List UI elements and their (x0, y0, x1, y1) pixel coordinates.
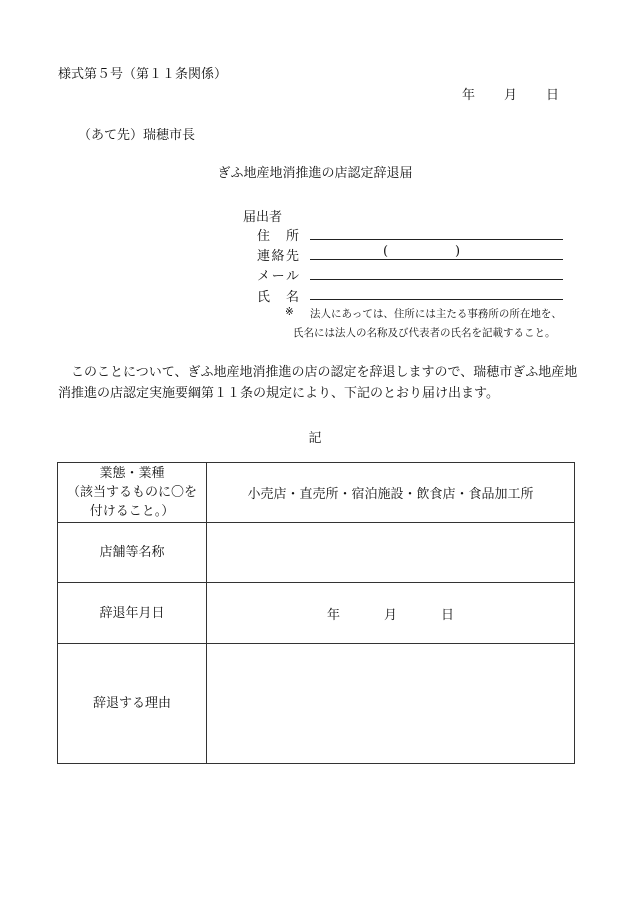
store-name-label: 店舗等名称 (58, 523, 207, 583)
note-line-2: 氏名には法人の名称及び代表者の氏名を記載すること。 (293, 327, 556, 339)
withdraw-date-label: 辞退年月日 (58, 583, 207, 644)
reason-label: 辞退する理由 (58, 644, 207, 764)
note-mark: ※ (285, 306, 294, 318)
date-day: 日 (546, 88, 560, 103)
table-row-store-name (58, 523, 575, 583)
document-title: ぎふ地産地消推進の店認定辞退届 (217, 166, 413, 181)
store-name-field[interactable] (207, 523, 575, 583)
address-label: 住所 (257, 229, 299, 244)
form-number: 様式第５号（第１１条関係） (58, 67, 228, 82)
submission-date (462, 84, 559, 103)
table-row-reason (58, 644, 575, 764)
contact-paren-close: ) (455, 244, 461, 259)
date-year: 年 (462, 88, 476, 103)
name-field-line[interactable] (310, 299, 563, 300)
business-type-label-line-2: （該当するものに〇を (66, 485, 197, 500)
applicant-label: 届出者 (243, 210, 283, 225)
address-field-line[interactable] (310, 239, 563, 240)
email-field-line[interactable] (310, 279, 563, 280)
withdraw-date-field[interactable] (207, 583, 575, 644)
contact-paren-open: ( (383, 244, 389, 259)
body-paragraph: このことについて、ぎふ地産地消推進の店の認定を辞退しますので、瑞穂市ぎふ地産地消推進の店認定実施要綱第１１条の規定により、下記のとおり届け出ます。 (58, 365, 578, 401)
withdraw-day: 日 (441, 607, 455, 623)
note-line-1: 法人にあっては、住所には主たる事務所の所在地を、 (310, 308, 562, 320)
email-label: メール (257, 269, 299, 284)
table-row-business (58, 463, 575, 523)
business-type-label (58, 463, 207, 523)
business-options-cell[interactable] (207, 463, 575, 523)
business-type-label-line-1: 業態・業種 (99, 466, 165, 481)
addressee: （あて先）瑞穂市長 (78, 128, 196, 143)
business-options: 小売店・直売所・宿泊施設・飲食店・食品加工所 (247, 487, 534, 502)
table-row-withdraw-date (58, 583, 575, 644)
record-table (57, 462, 575, 764)
name-label: 氏名 (257, 290, 299, 305)
business-type-label-line-3: 付けること。） (89, 504, 175, 519)
reason-field[interactable] (207, 644, 575, 764)
contact-field-line[interactable] (310, 259, 563, 260)
withdraw-month: 月 (383, 607, 397, 623)
ki-heading: 記 (308, 431, 322, 446)
date-month: 月 (504, 88, 518, 103)
contact-label: 連絡先 (257, 249, 299, 264)
withdraw-year: 年 (326, 607, 340, 623)
